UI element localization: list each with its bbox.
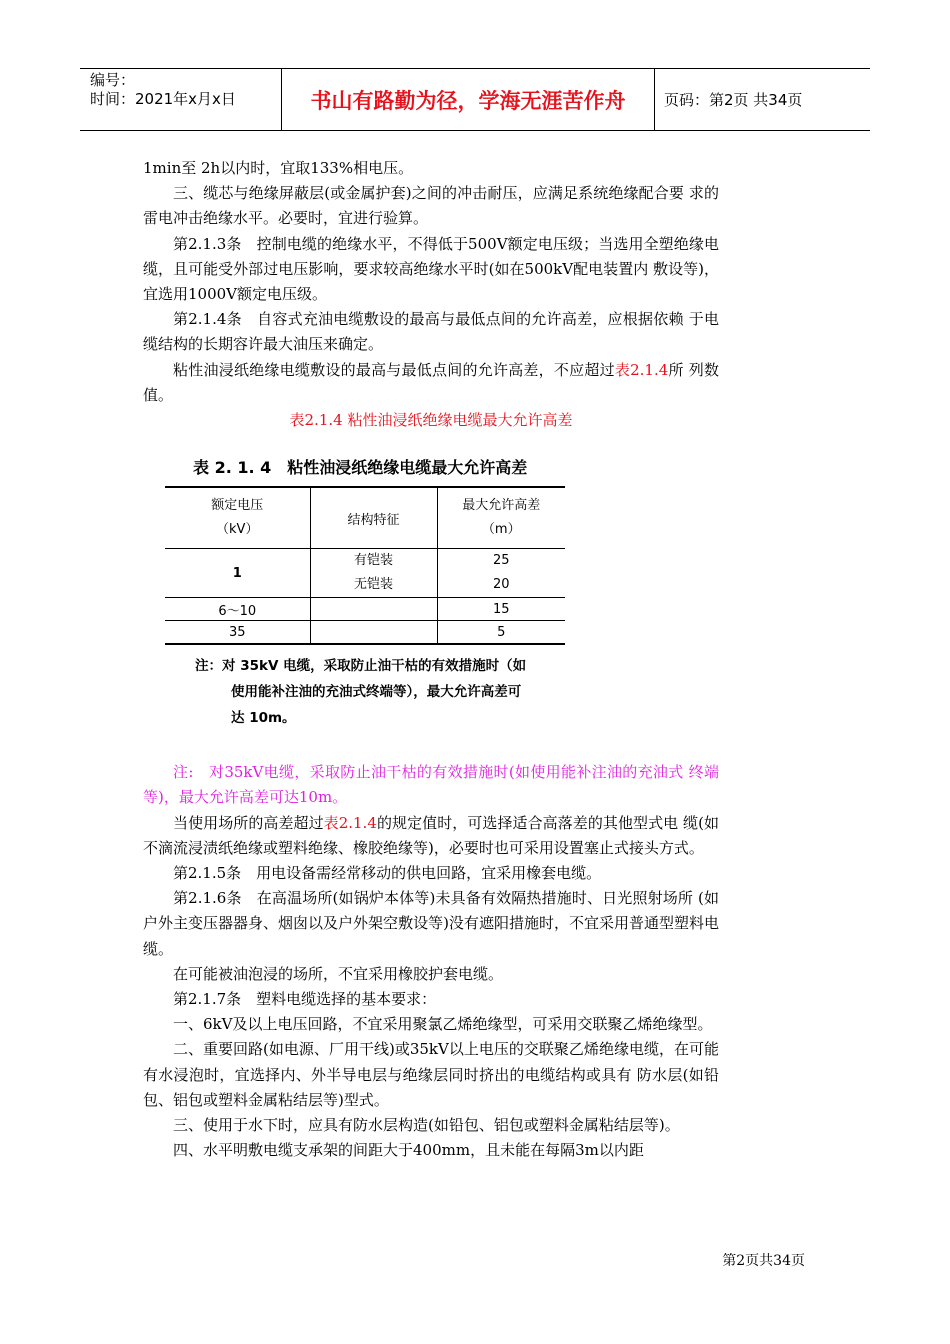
cell-text: 无铠装 [353, 577, 393, 592]
table-cell [310, 549, 437, 598]
table-caption: 表2.1.4 粘性油浸纸绝缘电缆最大允许高差 [289, 411, 573, 430]
table-reference: 表2.1.4 [614, 360, 669, 379]
header-cell: 结构特征 [310, 487, 437, 549]
paragraph: 第2.1.4条 自容式充油电缆敷设的最高与最低点间的允许高差，应根据依赖 于电缆结构的长期容许最大油压来确定。 [143, 310, 719, 354]
table-cell: 1 [165, 549, 310, 598]
header-divider [654, 69, 655, 130]
table-row [165, 621, 565, 645]
paragraph: 在可能被油泡浸的场所，不宜采用橡胶护套电缆。 [173, 964, 504, 983]
table-row [165, 598, 565, 621]
paragraph: 二、重要回路(如电源、厂用干线)或35kV以上电压的交联聚乙烯绝缘电缆，在可能有水浸泡时，宜选择内、外半导电层与绝缘层同时挤出的电缆结构或具有 防水层(如铅包、铝包或塑料金属粘结层等)型式。 [143, 1040, 719, 1109]
header-text: （m） [481, 522, 521, 537]
table-cell: 5 [437, 621, 565, 645]
table-title: 表 2. 1. 4 粘性油浸纸绝缘电缆最大允许高差 [193, 458, 528, 477]
paragraph-text: 当使用场所的高差超过 [173, 813, 324, 832]
table-row [165, 549, 565, 598]
table-figure [165, 455, 585, 730]
table-footnote [195, 653, 585, 731]
paragraph: 三、使用于水下时，应具有防水层构造(如铅包、铝包或塑料金属粘结层等)。 [173, 1116, 680, 1135]
paragraph: 一、6kV及以上电压回路，不宜采用聚氯乙烯绝缘型，可采用交联聚乙烯绝缘型。 [173, 1015, 713, 1034]
paragraph: 第2.1.7条 塑料电缆选择的基本要求： [173, 990, 437, 1009]
paragraph: 1min至 2h以内时，宜取133%相电压。 [143, 159, 414, 177]
paragraph-text: 的规定值时，可选择适合高落差的其他型式电 缆(如不滴流浸渍纸绝缘或塑料绝缘、橡胶绝缘等)，必要时也可采用设置塞止式接头方式。 [143, 813, 719, 857]
table-cell: 6～10 [165, 598, 310, 621]
table-cell: 35 [165, 621, 310, 645]
header-text: 最大允许高差 [462, 498, 541, 513]
paragraph-text: 所 列数值。 [143, 360, 719, 404]
number-label: 编号： [90, 71, 136, 89]
footnote-line: 注：对 35kV 电缆，采取防止油干枯的有效措施时（如 [195, 658, 527, 674]
header-meta [90, 71, 280, 109]
paragraph [143, 811, 719, 861]
paragraph-text: 粘性油浸纸绝缘电缆敷设的最高与最低点间的允许高差，不应超过 [173, 360, 615, 379]
height-table [165, 486, 565, 645]
cell-text: 20 [492, 577, 510, 592]
page-footer: 第2页共34页 [722, 1253, 805, 1269]
header-cell [437, 487, 565, 549]
table-cell [310, 621, 437, 645]
table-cell [437, 549, 565, 598]
header-page-info: 页码：第2页 共34页 [664, 91, 803, 109]
header-cell [165, 487, 310, 549]
table-cell: 15 [437, 598, 565, 621]
cell-text: 有铠装 [353, 553, 393, 568]
table-cell [310, 598, 437, 621]
table-reference: 表2.1.4 [323, 813, 377, 832]
cell-text: 25 [492, 553, 510, 568]
page-header [80, 68, 870, 131]
table-note: 注: 对35kV电缆，采取防止油干枯的有效措施时(如使用能补注油的充油式 终端等)，最大允许高差可达10m。 [143, 763, 719, 807]
paragraph: 四、水平明敷电缆支承架的间距大于400mm，且未能在每隔3m以内距 [173, 1141, 644, 1160]
header-text: （kV） [216, 522, 259, 537]
table-header-row [165, 487, 565, 549]
paragraph: 三、缆芯与绝缘屏蔽层(或金属护套)之间的冲击耐压，应满足系统绝缘配合要 求的雷电冲击绝缘水平。必要时，宜进行验算。 [143, 184, 719, 228]
footnote-line: 达 10m。 [231, 710, 296, 726]
footnote-line: 使用能补注油的充油式终端等），最大允许高差可 [231, 684, 522, 700]
header-text: 额定电压 [211, 498, 264, 513]
paragraph: 第2.1.3条 控制电缆的绝缘水平，不得低于500V额定电压级；当选用全塑绝缘电缆，且可能受外部过电压影响，要求较高绝缘水平时(如在500kV配电装置内 敷设等)，宜选用1000V额定电压级。 [143, 234, 719, 304]
header-motto: 书山有路勤为径，学海无涯苦作舟 [310, 88, 626, 113]
paragraph: 第2.1.6条 在高温场所(如锅炉本体等)未具备有效隔热措施时、日光照射场所 (如户外主变压器器身、烟囱以及户外架空敷设等)没有遮阳措施时，不宜采用普通型塑料电缆。 [143, 889, 719, 958]
paragraph [143, 358, 719, 408]
paragraph: 第2.1.5条 用电设备需经常移动的供电回路，宜采用橡套电缆。 [173, 864, 602, 883]
time-line: 时间：2021年x月x日 [90, 90, 236, 108]
